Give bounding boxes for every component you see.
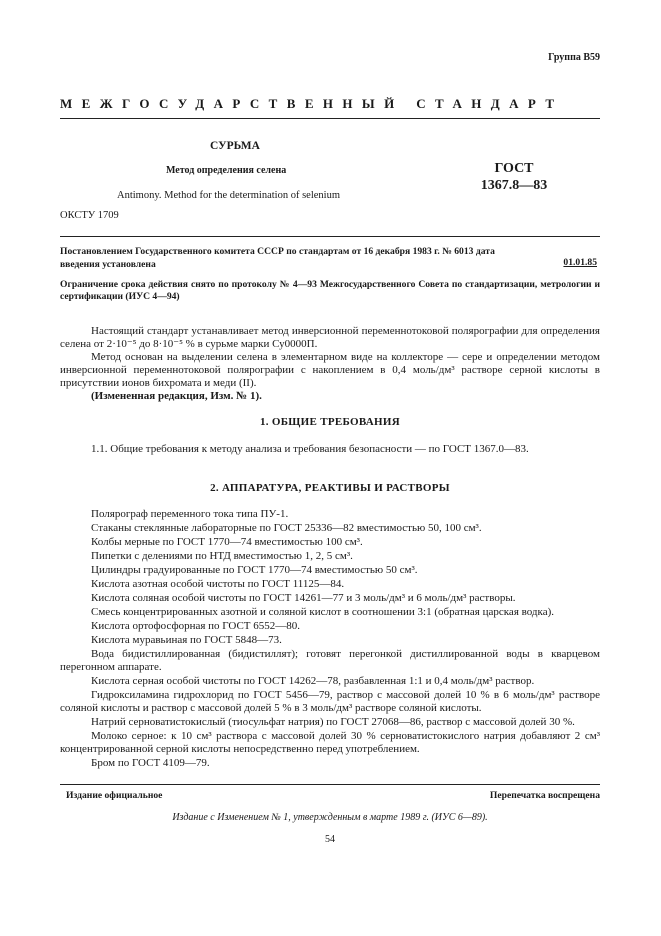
list-item: Цилиндры градуированные по ГОСТ 1770—74 вместимостью 50 см³.: [91, 564, 418, 576]
section-1-heading: 1. ОБЩИЕ ТРЕБОВАНИЯ: [259, 416, 401, 428]
list-item: Колбы мерные по ГОСТ 1770—74 вместимостью 100 см³.: [91, 536, 363, 548]
intro-amendment-note: (Измененная редакция, Изм. № 1).: [91, 390, 262, 402]
gost-designation: [478, 160, 550, 194]
header-rule: [60, 118, 600, 119]
intro-paragraph-2: Метод основан на выделении селена в элементарном виде на коллекторе — сере и определении методом инверсионной переменнотоковой полярографии с накоплением в 0,4 моль/дм³ растворе серной кислоты в присутствии ионов бихромата и меди (II).: [60, 351, 600, 389]
list-item: Кислота соляная особой чистоты по ГОСТ 14261—77 и 3 моль/дм³ и 6 моль/дм³ растворы.: [91, 592, 516, 604]
list-item: Смесь концентрированных азотной и соляной кислот в соотношении 3:1 (обратная царская водка).: [91, 606, 554, 618]
list-item: Бром по ГОСТ 4109—79.: [91, 757, 210, 769]
oksu-code: ОКСТУ 1709: [60, 210, 119, 221]
limit-text: Ограничение срока действия снято по протоколу № 4—93 Межгосударственного Совета по стандартизации, метрологии и сертификации (ИУС 4—94): [60, 279, 600, 302]
list-item: Молоко серное: к 10 см³ раствора с массовой долей 30 % серноватистокислого натрия добавляют 2 см³ концентрированной серной кислоты непосредственно перед употреблением.: [60, 730, 600, 755]
english-title: Antimony. Method for the determination of selenium: [117, 190, 340, 201]
intro-paragraph-1: Настоящий стандарт устанавливает метод инверсионной переменнотоковой полярографии для определения селена от 2·10⁻⁵ до 8·10⁻⁵ % в сурьме марки Су0000П.: [60, 325, 600, 350]
gost-number: 1367.8—83: [480, 178, 548, 193]
list-item: Кислота ортофосфорная по ГОСТ 6552—80.: [91, 620, 301, 632]
decree-text: Постановлением Государственного комитета СССР по стандартам от 16 декабря 1983 г. № 6013 дата введения установлена: [60, 246, 495, 270]
title-rule: [60, 236, 600, 237]
list-item: Кислота серная особой чистоты по ГОСТ 14262—78, разбавленная 1:1 и 0,4 моль/дм³ раствор.: [91, 675, 535, 687]
document-title: СУРЬМА: [210, 140, 260, 152]
list-item: Гидроксиламина гидрохлорид по ГОСТ 5456—79, раствор с массовой долей 10 % в 6 моль/дм³ растворе соляной кислоты и раствор с массовой долей 5 % в 3 моль/дм³ растворе соляной кислоты.: [60, 689, 600, 714]
group-label: Группа В59: [548, 52, 600, 63]
apparatus-list: [60, 508, 600, 771]
list-item: Кислота муравьиная по ГОСТ 5848—73.: [91, 634, 282, 646]
standard-banner: МЕЖГОСУДАРСТВЕННЫЙ СТАНДАРТ: [60, 96, 564, 111]
section-2-heading: 2. АППАРАТУРА, РЕАКТИВЫ И РАСТВОРЫ: [210, 482, 450, 494]
page-number: 54: [325, 834, 335, 845]
section-1-paragraph: 1.1. Общие требования к методу анализа и требования безопасности — по ГОСТ 1367.0—83.: [91, 443, 529, 455]
list-item: Стаканы стеклянные лабораторные по ГОСТ 25336—82 вместимостью 50, 100 см³.: [91, 522, 482, 534]
list-item: Натрий серноватистокислый (тиосульфат натрия) по ГОСТ 27068—86, раствор с массовой долей 30 %.: [91, 716, 575, 728]
section-1-text: [60, 443, 600, 456]
list-item: Вода бидистиллированная (бидистиллят); готовят перегонкой дистиллированной воды в кварцевом перегонном аппарате.: [60, 648, 600, 673]
footer-rule: [60, 784, 600, 785]
decree-date: 01.01.85: [563, 257, 597, 268]
list-item: Кислота азотная особой чистоты по ГОСТ 11125—84.: [91, 578, 345, 590]
document-subtitle: Метод определения селена: [166, 165, 287, 176]
edition-note: Издание с Изменением № 1, утвержденным в марте 1989 г. (ИУС 6—89).: [172, 812, 488, 823]
list-item: Пипетки с делениями по НТД вместимостью 1, 2, 5 см³.: [91, 550, 353, 562]
list-item: Полярограф переменного тока типа ПУ-1.: [91, 508, 289, 520]
intro-block: [60, 325, 600, 403]
official-edition-label: Издание официальное: [66, 790, 163, 801]
reprint-prohibited-label: Перепечатка воспрещена: [489, 790, 600, 801]
gost-label: ГОСТ: [494, 161, 534, 176]
